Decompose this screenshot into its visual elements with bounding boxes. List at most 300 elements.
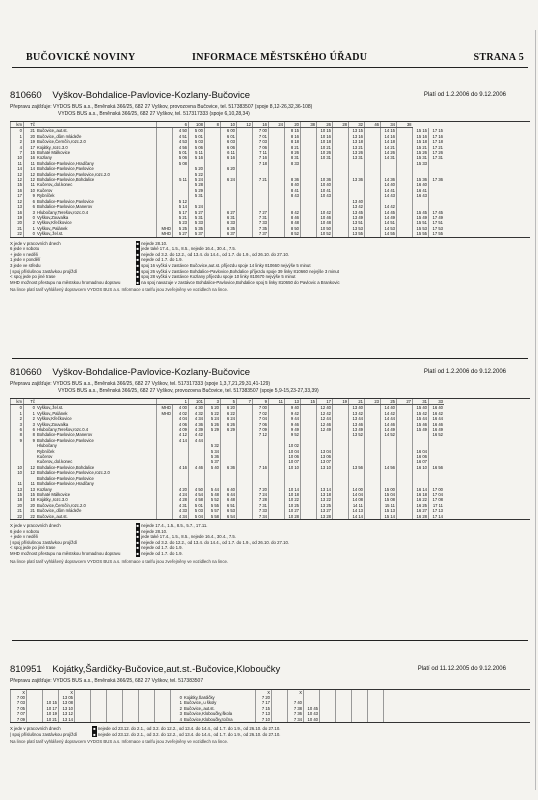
time-cell: 10 52	[317, 231, 333, 236]
note-badge-icon: ■	[136, 279, 139, 285]
time-cell: 4 06	[173, 422, 189, 427]
km-cell: 11	[11, 161, 24, 166]
time-cell: 5 16	[189, 155, 205, 160]
stop-name: Bohdalice-Pavlovice,Pavlovice	[37, 166, 94, 172]
time-cell: 13 18	[317, 492, 333, 497]
time-cell: 15 11	[381, 503, 397, 508]
tc-cell: 14	[24, 166, 37, 171]
tc-cell: 2	[24, 220, 37, 225]
note-badge-icon: ■	[136, 534, 139, 540]
carrier-line-1: Přepravu zajišťuje: VYDOS BUS a.s., Brněnská 366/25, 682 27 Vyškov, provozovna Bučovice, tel. 517383507 (spoje 8,12-26,32,36-108)	[10, 104, 313, 110]
km-cell: 0	[11, 128, 24, 134]
time-cell: 6 26	[221, 422, 237, 427]
time-cell: 7 35	[253, 226, 269, 231]
time-cell: 5 57	[205, 508, 221, 513]
km-cell: 2	[11, 139, 24, 144]
time-cell: 5 22	[189, 172, 205, 177]
legend-item: + jede v neděli	[10, 534, 38, 540]
stop-name: Vyškov,Zouvalka	[37, 214, 69, 220]
timetable-section-2	[10, 367, 530, 564]
trip-number: 19	[333, 399, 349, 405]
time-cell: 10 06	[285, 454, 301, 459]
time-cell: 7 00	[253, 128, 269, 134]
time-cell: 5 31	[189, 215, 205, 220]
trip-number: 15	[301, 399, 317, 405]
time-cell: 15 26	[413, 150, 429, 155]
time-cell: 14 49	[381, 427, 397, 432]
stop-name: Hlubočany,Terešov,rozc.0.4	[37, 209, 89, 215]
time-cell: 17 16	[429, 134, 445, 139]
time-cell: 14 46	[381, 422, 397, 427]
stop-name: Bohdalice-Pavlovice,Pavlovice	[37, 437, 94, 443]
time-cell: 5 40	[205, 465, 221, 470]
time-cell: 10 28	[285, 514, 301, 519]
km-cell: 14	[11, 166, 24, 171]
time-cell: 7 34	[288, 717, 304, 722]
time-cell: 16 04	[413, 449, 429, 454]
time-cell: 10 19	[43, 711, 59, 716]
header-rule	[12, 67, 528, 68]
time-cell: 13 42	[349, 411, 365, 416]
time-cell: 9 44	[285, 416, 301, 421]
time-cell: 13 53	[349, 226, 365, 231]
trip-number: 21	[349, 399, 365, 405]
time-cell: 5 08	[173, 161, 189, 166]
time-cell: 4 34	[189, 416, 205, 421]
trip-number: 20	[285, 122, 301, 128]
time-cell: 14 18	[381, 139, 397, 144]
time-cell: 4 50	[173, 128, 189, 134]
time-cell: 4 28	[173, 497, 189, 502]
time-cell: 9 40	[285, 405, 301, 411]
time-cell: 17 45	[429, 210, 445, 215]
time-cell: 12 44	[317, 416, 333, 421]
km-cell: 4	[11, 145, 24, 150]
time-cell: 16 07	[413, 459, 429, 464]
time-cell: 6 03	[221, 139, 237, 144]
time-cell: 4 56	[173, 145, 189, 150]
carrier-line-2: VYDOS BUS a.s., Brněnská 366/25, 682 27 Vyškov, provozovna Bučovice, tel. 517383507 (spoje 5,9-15,23-27,33,39)	[58, 387, 319, 394]
time-cell: 15 36	[413, 177, 429, 182]
line-number: 810660	[10, 90, 42, 101]
trip-number: 13	[285, 399, 301, 405]
time-cell: 10 48	[317, 220, 333, 225]
stop-name: Kučerov	[37, 454, 53, 460]
time-cell: 4 36	[189, 422, 205, 427]
stop-name: Vyškov,Zouvalka	[37, 421, 69, 427]
time-cell	[237, 231, 253, 236]
time-cell: 16 56	[429, 465, 445, 470]
tc-cell: 6	[24, 199, 37, 204]
time-cell: 17 26	[429, 150, 445, 155]
time-cell: 14 31	[381, 155, 397, 160]
time-cell: 10 31	[317, 155, 333, 160]
time-cell: 16 06	[413, 454, 429, 459]
time-cell: 14 53	[381, 226, 397, 231]
time-cell: 4 46	[189, 465, 205, 470]
km-cell: 15	[11, 492, 24, 497]
time-cell: 8 52	[285, 231, 301, 236]
time-cell: 4 44	[189, 438, 205, 443]
time-cell: 14 42	[381, 411, 397, 416]
tc-cell: 12	[24, 465, 37, 470]
header-right: STRANA 5	[473, 52, 524, 63]
time-cell	[352, 717, 368, 722]
time-cell: 13 49	[349, 215, 365, 220]
note-badge-icon: ■	[136, 257, 139, 263]
time-cell: 7 06	[253, 422, 269, 427]
time-cell: 6 00	[221, 128, 237, 134]
time-cell: 15 51	[413, 220, 429, 225]
legend-item: | spoj příslušnou zastávkou projíždí	[10, 539, 78, 545]
time-cell: 13 26	[349, 150, 365, 155]
time-cell: 14 11	[349, 503, 365, 508]
tc-cell: 12	[24, 177, 37, 182]
time-cell: 5 23	[173, 220, 189, 225]
time-cell: 8 31	[285, 155, 301, 160]
time-cell	[333, 514, 349, 519]
line-name: Vyškov-Bohdalice-Pavlovice-Kozlany-Bučovice	[52, 90, 250, 101]
tc-cell: 0	[24, 231, 37, 236]
time-cell: 15 04	[381, 492, 397, 497]
time-cell	[157, 514, 173, 519]
page-header	[12, 48, 532, 66]
tc-cell: 6	[24, 204, 37, 209]
time-cell: 4 34	[173, 514, 189, 519]
time-cell: 16 42	[429, 411, 445, 416]
carrier-info	[10, 678, 530, 685]
km-cell: 12	[11, 199, 24, 204]
time-cell: 16 52	[429, 432, 445, 437]
time-cell: 4 12	[173, 432, 189, 437]
timetable-table	[10, 690, 399, 722]
time-cell	[320, 717, 336, 722]
time-cell: 15 00	[381, 487, 397, 492]
tc-cell: 13	[24, 487, 37, 492]
time-cell: 12 49	[317, 427, 333, 432]
time-cell: 4 42	[189, 432, 205, 437]
time-cell: 7 00	[11, 695, 27, 700]
time-cell: 14 00	[349, 487, 365, 492]
time-cell: 13 10	[59, 706, 75, 711]
time-cell: 5 36	[205, 454, 221, 459]
km-cell: 13	[11, 204, 24, 209]
time-cell: 6 33	[221, 220, 237, 225]
km-cell: 17	[11, 193, 24, 198]
tc-cell: 20	[24, 503, 37, 508]
trip-number: 5	[221, 399, 237, 405]
tc-cell: 12	[24, 470, 37, 475]
time-cell: 13 05	[59, 695, 75, 700]
time-cell: 7 33	[253, 220, 269, 225]
table-row	[11, 717, 400, 722]
stop-name: Bohdalice-Pavlovice,Pavlovice,rozc.2.0	[37, 470, 110, 476]
tc-cell: 2	[171, 706, 184, 711]
time-cell: 5 37	[205, 459, 221, 464]
note-text: jede také 17.4., 1.5., 8.5., nejede 16.4., 30.4., 7.5.	[141, 246, 237, 252]
time-cell: 4 58	[189, 497, 205, 502]
time-cell: 13 52	[349, 432, 365, 437]
time-cell: 16 41	[413, 188, 429, 193]
tc-cell: 12	[24, 172, 37, 177]
time-cell: 5 28	[189, 182, 205, 187]
time-cell: 10 43	[317, 193, 333, 198]
tc-cell: 2	[24, 416, 37, 421]
time-cell	[365, 514, 381, 519]
time-cell: 10 18	[317, 139, 333, 144]
note-text: nejede od 23.12. do 2.1., od 3.2. do 12.2., od 13.4. do 14.4., od 1.7. do 1.9., od 26.10. do 27.10.	[97, 731, 281, 737]
time-cell: 10 27	[285, 508, 301, 513]
time-cell: 15 55	[413, 231, 429, 236]
time-cell: 5 58	[205, 514, 221, 519]
time-cell: 10 14	[285, 487, 301, 492]
stop-name: Bohdalice-Pavlovice,Bohdalice	[37, 177, 95, 183]
tc-cell: 6	[24, 427, 37, 432]
time-cell: 5 03	[189, 508, 205, 513]
time-cell: 7 09	[11, 717, 27, 722]
time-cell: 5 29	[189, 188, 205, 193]
stop-name: Vyškov,Křečkovice	[37, 220, 72, 226]
trip-number: 33	[429, 399, 445, 405]
time-cell: 17 36	[429, 177, 445, 182]
time-cell: 5 03	[189, 139, 205, 144]
time-cell: 8 40	[285, 182, 301, 187]
time-cell	[205, 231, 221, 236]
time-cell: 13 12	[59, 711, 75, 716]
legend-item: 1 jede v pondělí	[10, 257, 41, 263]
time-cell: 5 04	[189, 514, 205, 519]
time-cell	[75, 717, 91, 722]
stop-name: Hlubočany	[37, 443, 57, 449]
time-cell: 6 51	[221, 503, 237, 508]
legend-item: 6 jede v sobotu	[10, 528, 40, 534]
stop-name: Vyškov,,Palánek	[37, 225, 68, 231]
legend-notes	[136, 241, 340, 286]
km-cell: 22	[11, 514, 24, 519]
tc-cell: 16	[24, 155, 37, 160]
stop-name: Bučovice,,aut.st.	[184, 705, 215, 711]
km-cell: 20	[11, 503, 24, 508]
page-spine	[535, 30, 536, 790]
note-text: nejede od 1.7. do 1.9.	[141, 257, 183, 263]
header-center: INFORMACE MĚSTSKÉHO ÚŘADU	[192, 52, 368, 63]
time-cell: 4 00	[173, 405, 189, 411]
stop-name: Kojátky,,rozc.3.0	[37, 497, 68, 503]
note-text: na spoj navazuje v zastávce Bohdalice-Pavlovice,Bohdalice spoj 5 linky 810650 do Pavlovic a Brankovic	[141, 279, 340, 285]
time-cell: 15 53	[413, 226, 429, 231]
time-cell: 14 52	[381, 432, 397, 437]
time-cell: 7 20	[256, 695, 272, 700]
time-cell: 7 20	[253, 487, 269, 492]
trip-number: 31	[413, 399, 429, 405]
time-cell: 17 14	[429, 514, 445, 519]
note-badge-icon: ■	[93, 731, 96, 737]
legend-item: MHD možnost přestupu na městskou hromadnou dopravu	[10, 550, 121, 556]
tc-cell: 9	[24, 438, 37, 443]
tc-cell: 1	[24, 226, 37, 231]
timetable-grid	[10, 121, 530, 238]
time-cell: 8 50	[285, 226, 301, 231]
km-cell: 6	[11, 427, 24, 432]
time-cell: 10 18	[285, 492, 301, 497]
time-cell: 6 24	[221, 416, 237, 421]
time-cell: 13 18	[349, 139, 365, 144]
legend-item: 6 jede v sobotu	[10, 246, 40, 252]
time-cell: 13 22	[317, 497, 333, 502]
stop-name: Bohdalice-Pavlovice,Pavlovice	[37, 198, 94, 204]
section-rule-2	[12, 640, 528, 641]
time-cell: 4 04	[173, 416, 189, 421]
time-cell: 6 44	[221, 492, 237, 497]
time-cell: 15 46	[413, 422, 429, 427]
time-cell: 8 36	[285, 177, 301, 182]
time-cell: 16 49	[429, 427, 445, 432]
time-cell: 7 01	[253, 134, 269, 139]
km-cell: 11	[11, 481, 24, 486]
tariff-note: Na lince platí tarif vyhlášený dopravcem VYDOS BUS a.s. Informace o tarifu jsou zveřejněny ve vozidlech na lince.	[10, 739, 229, 745]
time-cell: 9 46	[285, 422, 301, 427]
stop-name: Kozlany	[37, 155, 52, 161]
note-text: spoj 16 vyčká v zastávce Bučovice,aut.st. příjezdu spoje 14 linky 810660 nejvýše 5 minut	[141, 262, 311, 268]
km-cell: 13	[11, 487, 24, 492]
stop-name: Bučovice,,u školy	[184, 700, 217, 706]
trip-number: 16	[253, 122, 269, 128]
trip-number: 38	[397, 122, 413, 128]
time-cell	[237, 514, 253, 519]
carrier-line-1: Přepravu zajišťuje: VYDOS BUS a.s., Brněnská 366/25, 682 27 Vyškov, tel. 517317333 (spoje 1,3,7,21,29,31,41-129)	[10, 381, 271, 387]
time-cell: 12 46	[317, 422, 333, 427]
time-cell: 13 08	[59, 700, 75, 705]
km-cell: 2	[11, 416, 24, 421]
timetable-section-1	[10, 90, 530, 292]
stop-name: Bohaté Málkovice	[37, 491, 71, 497]
time-cell: 17 13	[429, 508, 445, 513]
tc-cell: 20	[24, 134, 37, 139]
time-cell: 16 28	[413, 514, 429, 519]
time-cell: 9 49	[285, 427, 301, 432]
km-cell: 21	[11, 226, 24, 231]
time-cell: 5 24	[189, 204, 205, 209]
time-cell: 7 00	[253, 405, 269, 411]
time-cell: 14 55	[381, 231, 397, 236]
time-cell: 10 15	[317, 128, 333, 134]
time-cell: 13 14	[317, 487, 333, 492]
time-cell: 15 40	[413, 405, 429, 411]
time-cell: 10 26	[317, 150, 333, 155]
time-cell	[27, 717, 43, 722]
time-cell: 15 18	[413, 139, 429, 144]
time-cell: 5 24	[189, 177, 205, 182]
legend-item: | spoj příslušnou zastávkou projíždí	[10, 268, 78, 274]
validity: Platí od 1.2.2006 do 9.12.2006	[423, 369, 506, 375]
time-cell: 10 25	[285, 503, 301, 508]
table-row	[11, 514, 445, 519]
legend	[10, 241, 530, 286]
time-cell: 5 17	[173, 210, 189, 215]
note-text: nejede od 1.7. do 1.9.	[141, 550, 183, 556]
section-rule-1	[12, 358, 528, 359]
trip-number: 28	[333, 122, 349, 128]
time-cell	[336, 717, 352, 722]
time-cell: 16 44	[429, 416, 445, 421]
timetable-grid	[10, 689, 530, 723]
tc-cell: 1	[171, 700, 184, 705]
time-cell: 15 15	[413, 128, 429, 134]
trip-number: 26	[317, 122, 333, 128]
time-cell: 10 46	[317, 215, 333, 220]
time-cell: 5 21	[173, 215, 189, 220]
time-cell: 17 18	[429, 139, 445, 144]
km-cell: 9	[11, 438, 24, 443]
time-cell: 10 07	[285, 459, 301, 464]
time-cell: 14 21	[381, 145, 397, 150]
header-tc: Tč	[24, 399, 37, 405]
trip-number: 1	[157, 399, 189, 405]
time-cell: 13 15	[349, 128, 365, 134]
stop-name: Bohdalice-Pavlovice,Pavlovice,rozc.2.0	[37, 171, 110, 177]
time-cell: X	[11, 690, 27, 695]
time-cell: 5 01	[189, 134, 205, 139]
time-cell: 6 31	[221, 215, 237, 220]
note-badge-icon: ■	[136, 268, 139, 274]
trip-number: 6	[157, 122, 189, 128]
stop-name: Bučovice,Kloboučky,škola	[184, 711, 233, 717]
tc-cell: 1	[24, 411, 37, 416]
time-cell: 7 37	[253, 231, 269, 236]
time-cell: 6 11	[221, 150, 237, 155]
note-text: nejede od 3.2. do 12.2., od 13.4. do 14.4., od 1.7. do 1.9., od 26.10. do 27.10.	[141, 251, 290, 257]
tc-cell: 0	[24, 215, 37, 220]
time-cell: 17 00	[429, 487, 445, 492]
time-cell: 7 27	[253, 210, 269, 215]
time-cell: 7 36	[288, 711, 304, 716]
time-cell: 14 45	[381, 210, 397, 215]
stop-name: Kozlany	[37, 486, 52, 492]
time-cell: 6 40	[221, 487, 237, 492]
timetable-table	[10, 122, 444, 237]
note-badge-icon: ■	[93, 725, 96, 731]
time-cell: 6 37	[221, 231, 237, 236]
time-cell: 6 06	[221, 145, 237, 150]
km-cell: 21	[11, 508, 24, 513]
tc-cell: 0	[171, 695, 184, 700]
line-number: 810660	[10, 367, 42, 378]
note-badge-icon: ■	[136, 240, 139, 246]
stop-name: Rybníček	[37, 448, 55, 454]
time-cell: 4 50	[189, 487, 205, 492]
km-cell: 1	[11, 411, 24, 416]
time-cell: 15 08	[381, 497, 397, 502]
header-km: km	[11, 399, 24, 405]
time-cell: 6 22	[221, 411, 237, 416]
time-cell: 13 31	[349, 155, 365, 160]
legend-notes	[92, 726, 280, 737]
note-text: nejede 28.10.	[141, 528, 168, 534]
time-cell: 16 40	[429, 405, 445, 411]
carrier-line-2: VYDOS BUS a.s., Brněnská 366/25, 682 27 Vyškov, tel. 517317333 (spoje 6,10,28,34)	[58, 110, 250, 117]
time-cell: 8 43	[285, 193, 301, 198]
time-cell: MHD	[157, 405, 173, 411]
trip-number: 24	[269, 122, 285, 128]
time-cell: 13 51	[349, 220, 365, 225]
legend-item: 3 jede ve středu	[10, 262, 41, 268]
carrier-info	[10, 381, 530, 394]
time-cell: 9 52	[285, 432, 301, 437]
tc-cell: 15	[24, 492, 37, 497]
time-cell: 13 16	[349, 134, 365, 139]
km-cell: 22	[11, 231, 24, 236]
timetable-section-3	[10, 664, 530, 744]
